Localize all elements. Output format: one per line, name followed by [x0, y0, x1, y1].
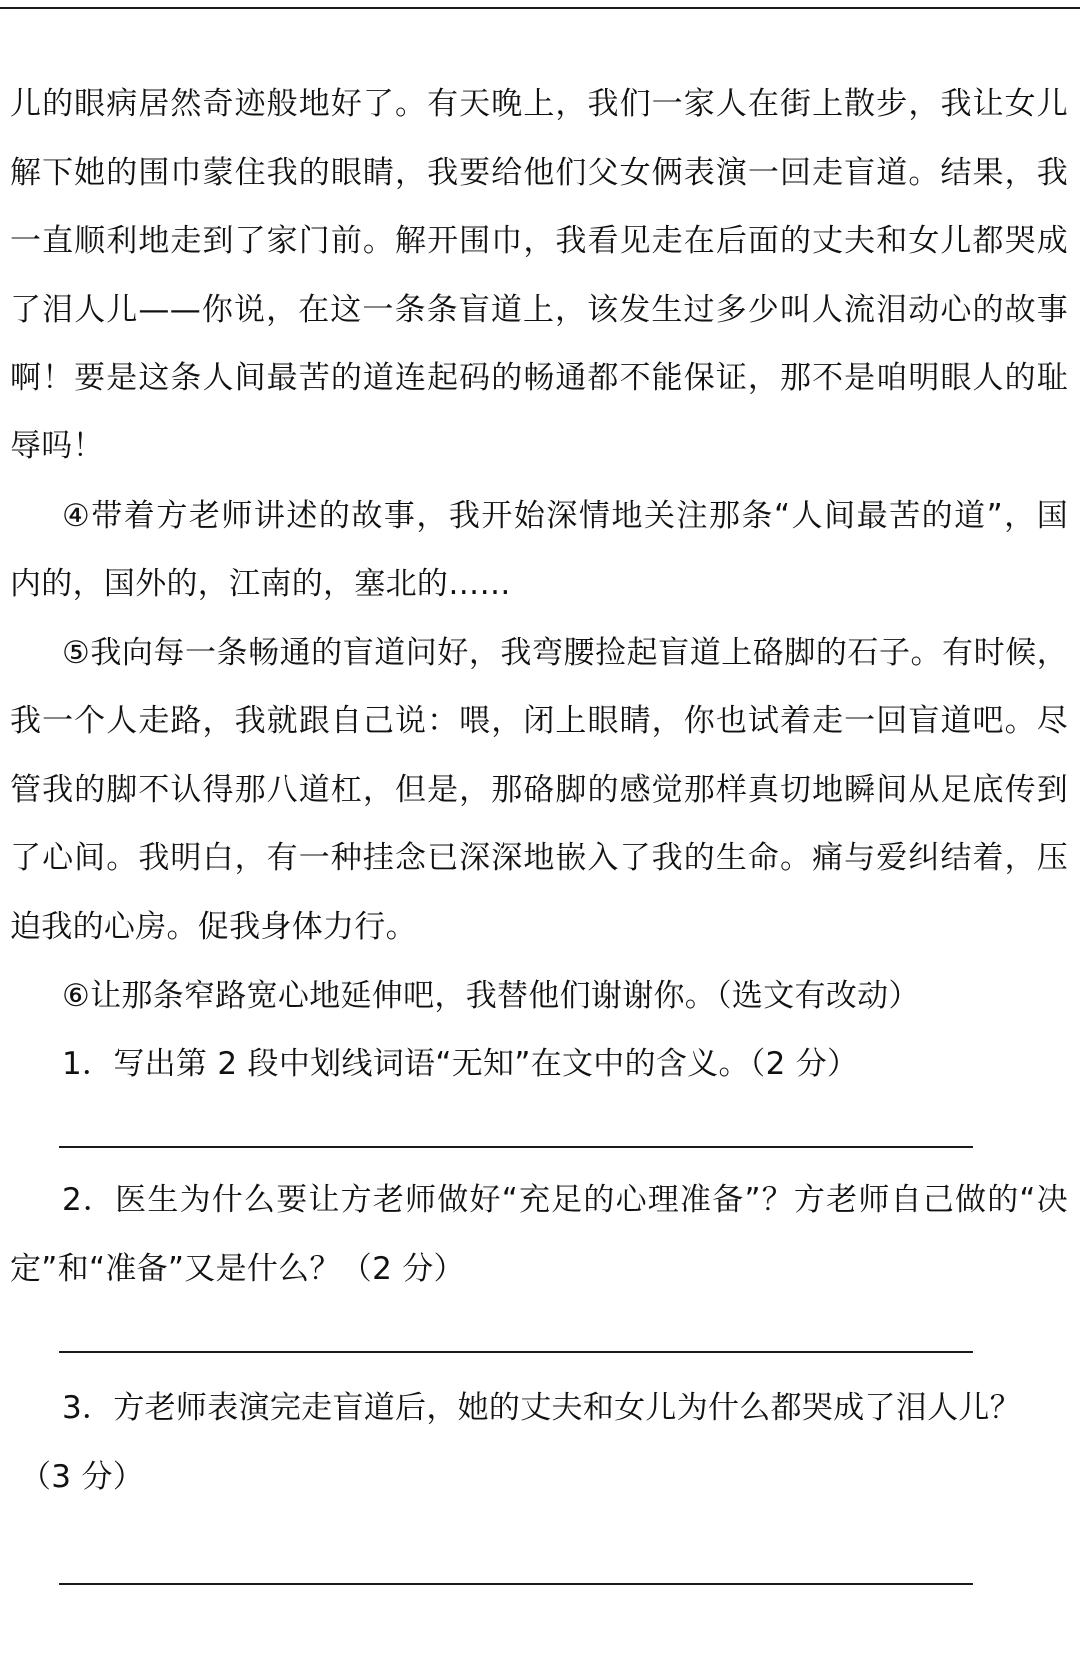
para5-line-3: 管我的脚不认得那八道杠，但是，那硌脚的感觉那样真切地瞬间从足底传到: [10, 772, 1068, 808]
para5-line-2: 我一个人走路，我就跟自己说：喂，闭上眼睛，你也试着走一回盲道吧。尽: [10, 703, 1068, 739]
para5-line-5: 迫我的心房。促我身体力行。: [10, 909, 417, 945]
question-3-line-1: 3．方老师表演完走盲道后，她的丈夫和女儿为什么都哭成了泪人儿？: [62, 1390, 1022, 1426]
question-2-line-1: 2．医生为什么要让方老师做好“充足的心理准备”？方老师自己做的“决: [62, 1182, 1068, 1218]
answer-line-3[interactable]: [59, 1583, 973, 1585]
para3-line-2: 解下她的围巾蒙住我的眼睛，我要给他们父女俩表演一回走盲道。结果，我: [10, 155, 1068, 191]
para3-line-6: 辱吗！: [10, 428, 104, 464]
para6-line: ⑥让那条窄路宽心地延伸吧，我替他们谢谢你。（选文有改动）: [62, 978, 920, 1014]
answer-line-2[interactable]: [59, 1351, 973, 1353]
para5-line-4: 了心间。我明白，有一种挂念已深深地嵌入了我的生命。痛与爱纠结着，压: [10, 840, 1068, 876]
para3-line-4: 了泪人儿——你说，在这一条条盲道上，该发生过多少叫人流泪动心的故事: [10, 292, 1068, 328]
question-3-line-2: （3 分）: [20, 1459, 145, 1495]
para5-line-1: ⑤我向每一条畅通的盲道问好，我弯腰捡起盲道上硌脚的石子。有时候，: [62, 635, 1068, 671]
answer-line-1[interactable]: [59, 1146, 973, 1148]
para4-line-2: 内的，国外的，江南的，塞北的……: [10, 566, 511, 602]
top-rule: [0, 7, 1080, 9]
para3-line-3: 一直顺利地走到了家门前。解开围巾，我看见走在后面的丈夫和女儿都哭成: [10, 223, 1068, 259]
para3-line-1: 儿的眼病居然奇迹般地好了。有天晚上，我们一家人在街上散步，我让女儿: [10, 86, 1068, 122]
para3-line-5: 啊！要是这条人间最苦的道连起码的畅通都不能保证，那不是咱明眼人的耻: [10, 360, 1068, 396]
question-1: 1．写出第 2 段中划线词语“无知”在文中的含义。（2 分）: [62, 1046, 859, 1082]
para4-line-1: ④带着方老师讲述的故事，我开始深情地关注那条“人间最苦的道”，国: [62, 498, 1068, 534]
question-2-line-2: 定”和“准备”又是什么？（2 分）: [10, 1251, 465, 1287]
